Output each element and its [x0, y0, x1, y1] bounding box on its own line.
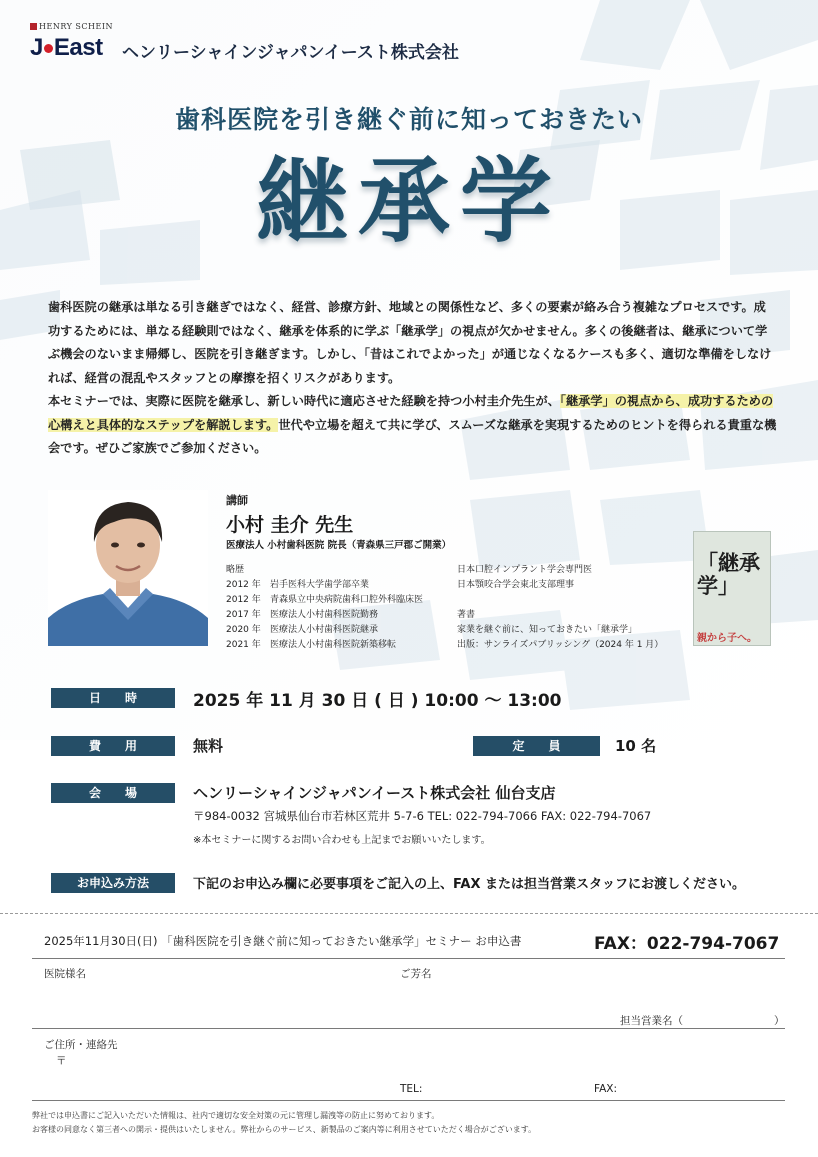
book-cover-title: 「継承学」: [697, 551, 760, 598]
fee-value: 無料: [193, 737, 224, 755]
venue-name: ヘンリーシャインジャパンイースト株式会社 仙台支店: [193, 784, 556, 802]
highlighted-text: 「継承学」の視点から、成功するための心構えと具体的なステップを解説します。: [48, 394, 774, 432]
apply-value: 下記のお申込み欄に必要事項をご記入の上、FAX または担当営業スタッフにお渡しください。: [193, 877, 745, 892]
privacy-note-2: お客様の同意なく第三者への開示・提供はいたしません。弊社からのサービス、新製品のご案内等に利用させていただく場合がございます。: [32, 1125, 537, 1134]
history-item: 2020 年 医療法人小村歯科医院継承: [226, 625, 379, 635]
intro-paragraph-2: 本セミナーでは、実際に医院を継承し、新しい時代に適応させた経験を持つ小村圭介先生が、「継承学」の視点から、成功するための心構えと具体的なステップを解説します。世代や立場を超えて共に学び、スムーズな継承を実現するためのヒントを得られる貴重な機会です。ぜひご家族でご参加ください。: [48, 394, 777, 455]
address-label: ご住所・連絡先: [44, 1039, 118, 1051]
book-cover: [693, 531, 771, 646]
form-rule: [32, 958, 785, 959]
date-label: 日 時: [51, 688, 175, 708]
capacity-value: 10 名: [615, 737, 657, 755]
lecturer-label: 講師: [226, 494, 248, 507]
membership-item: 日本口腔インプラント学会専門医: [457, 565, 593, 575]
lecturer-memberships: [457, 563, 663, 653]
fee-label: 費 用: [51, 736, 175, 756]
company-name: ヘンリーシャインジャパンイースト株式会社: [122, 43, 459, 63]
clinic-name-label: 医院様名: [44, 968, 86, 980]
lecturer-affiliation: 医療法人 小村歯科医院 院長（青森県三戸郡ご開業）: [226, 540, 452, 551]
rep-name-label: 担当営業名（: [620, 1015, 683, 1027]
capacity-label: 定 員: [473, 736, 600, 756]
membership-item: 日本顎咬合学会東北支部理事: [457, 580, 575, 590]
attendee-name-label: ご芳名: [400, 968, 432, 980]
history-item: 2021 年 医療法人小村歯科医院新築移転: [226, 640, 397, 650]
henry-schein-logo: HENRY SCHEIN: [30, 22, 113, 31]
privacy-note-1: 弊社では申込書にご記入いただいた情報は、社内で適切な安全対策の元に管理し漏洩等の防止に努めております。: [32, 1111, 440, 1120]
history-item: 2012 年 岩手医科大学歯学部卒業: [226, 580, 370, 590]
fax-label: FAX:: [594, 1083, 617, 1095]
form-rule: [32, 1100, 785, 1101]
lecturer-history: [226, 563, 423, 653]
book-cover-subtitle: 親から子へ。: [697, 633, 757, 644]
date-value: 2025 年 11 月 30 日 ( 日 ) 10:00 〜 13:00: [193, 691, 562, 711]
cut-line: [0, 913, 818, 914]
venue-note: ※本セミナーに関するお問い合わせも上記までお願いいたします。: [193, 835, 491, 846]
lecturer-name: 小村 圭介 先生: [226, 514, 354, 536]
tel-label: TEL:: [400, 1083, 423, 1095]
form-rule: [32, 1028, 785, 1029]
intro-text: [48, 296, 778, 461]
intro-paragraph-1: 歯科医院の継承は単なる引き継ぎではなく、経営、診療方針、地域との関係性など、多くの要素が絡み合う複雑なプロセスです。成功するためには、単なる経験則ではなく、継承を体系的に学ぶ「継承学」の視点が欠かせません。多くの後継者は、継承について学ぶ機会のないまま帰郷し、医院を引き継ぎます。しかし、「昔はこれでよかった」が通じなくなるケースも多く、適切な準備をしなければ、経営の混乱やスタッフとの摩擦を招くリスクがあります。: [48, 300, 772, 385]
books-label: 著書: [457, 610, 476, 620]
history-item: 2012 年 青森県立中央病院歯科口腔外科臨床医: [226, 595, 424, 605]
venue-address: 〒984-0032 宮城県仙台市若林区荒井 5-7-6 TEL: 022-794-7066 FAX: 022-794-7067: [193, 809, 652, 823]
apply-label: お申込み方法: [51, 873, 175, 893]
form-fax-number: FAX：022-794-7067: [594, 934, 780, 954]
venue-label: 会 場: [51, 783, 175, 803]
history-item: 2017 年 医療法人小村歯科医院勤務: [226, 610, 379, 620]
hero-title: 継承学: [255, 148, 562, 255]
lecturer-photo: [48, 490, 208, 646]
form-header: 2025年11月30日(日) 「歯科医院を引き継ぐ前に知っておきたい継承学」セミナー お申込書: [44, 934, 522, 948]
rep-name-close: ）: [774, 1015, 785, 1027]
book-title: 家業を継ぐ前に、知っておきたい「継承学」: [457, 625, 638, 635]
book-publisher: 出版：サンライズパブリッシング（2024 年 1 月）: [457, 640, 664, 650]
hero-subtitle: 歯科医院を引き継ぐ前に知っておきたい: [174, 105, 643, 134]
je-logo: J East: [30, 34, 103, 61]
postal-mark: 〒: [56, 1055, 67, 1067]
history-label: 略歴: [226, 565, 245, 575]
